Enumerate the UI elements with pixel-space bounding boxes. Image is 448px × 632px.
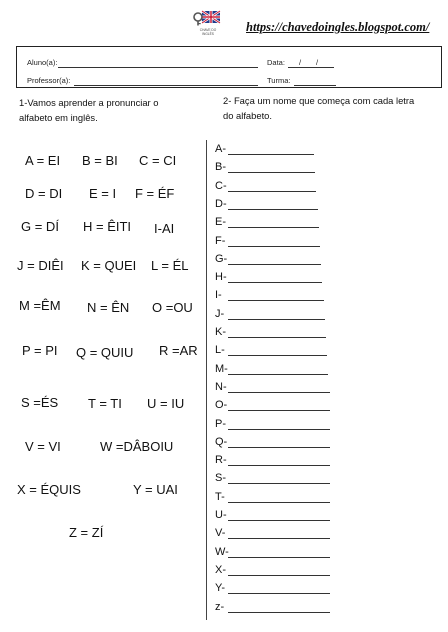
alphabet-pair: L = ÉL xyxy=(151,258,189,273)
alphabet-pair: Q = QUIU xyxy=(76,345,134,360)
alphabet-pair: M =ÊM xyxy=(19,298,61,313)
exercise-answer-line[interactable] xyxy=(228,209,318,210)
exercise-letter: H- xyxy=(215,271,227,284)
class-label: Turma: xyxy=(267,76,291,85)
exercise-answer-line[interactable] xyxy=(228,612,330,613)
instruction-pronunciation-line1: 1-Vamos aprender a pronunciar o xyxy=(19,97,159,108)
alphabet-pair: F = ÉF xyxy=(135,186,175,201)
exercise-answer-line[interactable] xyxy=(228,502,330,503)
exercise-answer-line[interactable] xyxy=(228,154,314,155)
teacher-name-line[interactable] xyxy=(74,85,258,86)
exercise-letter: B- xyxy=(215,161,226,174)
exercise-letter: C- xyxy=(215,179,227,192)
alphabet-pair: Z = ZÍ xyxy=(69,525,104,540)
exercise-letter: I- xyxy=(215,289,222,302)
alphabet-pair: X = ÉQUIS xyxy=(17,482,81,497)
alphabet-pair: B = BI xyxy=(82,153,118,168)
alphabet-pair: R =AR xyxy=(159,343,198,358)
alphabet-pair: S =ÉS xyxy=(21,395,59,410)
exercise-answer-line[interactable] xyxy=(228,191,316,192)
alphabet-pair: J = DIÊI xyxy=(17,258,64,273)
alphabet-pair: T = TI xyxy=(88,396,122,411)
exercise-letter: X- xyxy=(215,563,226,576)
exercise-answer-line[interactable] xyxy=(228,282,322,283)
alphabet-pair: P = PI xyxy=(22,343,58,358)
exercise-answer-line[interactable] xyxy=(228,172,315,173)
alphabet-pair: Y = UAI xyxy=(133,482,178,497)
exercise-letter: P- xyxy=(215,417,226,430)
blog-url-link[interactable]: https://chavedoingles.blogspot.com/ xyxy=(246,20,430,34)
alphabet-pair: I-AI xyxy=(154,221,175,236)
exercise-answer-line[interactable] xyxy=(228,227,319,228)
exercise-letter: M- xyxy=(215,362,228,375)
student-name-line[interactable] xyxy=(58,67,258,68)
exercise-answer-line[interactable] xyxy=(228,575,330,576)
exercise-answer-line[interactable] xyxy=(228,246,320,247)
instruction-pronunciation-line2: alfabeto em inglês. xyxy=(19,112,98,123)
exercise-letter: S- xyxy=(215,472,226,485)
logo-key-flag xyxy=(192,10,222,36)
alphabet-pair: A = EI xyxy=(25,153,61,168)
exercise-letter: V- xyxy=(215,527,226,540)
alphabet-pair: D = DI xyxy=(25,186,63,201)
instruction-names-line1: 2- Faça um nome que começa com cada letra xyxy=(223,95,415,106)
exercise-letter: W- xyxy=(215,545,229,558)
student-name-label: Aluno(a): xyxy=(27,58,58,67)
exercise-letter: J- xyxy=(215,307,225,320)
exercise-letter: R- xyxy=(215,454,227,467)
exercise-letter: L- xyxy=(215,344,225,357)
date-line[interactable] xyxy=(288,67,334,68)
date-separator-2: / xyxy=(316,58,319,67)
exercise-answer-line[interactable] xyxy=(228,319,325,320)
exercise-answer-line[interactable] xyxy=(228,429,330,430)
exercise-answer-line[interactable] xyxy=(228,483,330,484)
alphabet-pair: V = VI xyxy=(25,439,61,454)
teacher-name-label: Professor(a): xyxy=(27,76,71,85)
alphabet-pair: K = QUEI xyxy=(81,258,137,273)
instruction-names-line2: do alfabeto. xyxy=(223,110,272,121)
exercise-letter: A- xyxy=(215,143,226,155)
exercise-answer-line[interactable] xyxy=(228,300,324,301)
column-divider xyxy=(206,140,207,620)
exercise-letter: N- xyxy=(215,380,227,393)
exercise-answer-line[interactable] xyxy=(228,557,330,558)
exercise-answer-line[interactable] xyxy=(228,410,330,411)
exercise-letter: U- xyxy=(215,509,227,521)
exercise-letter: K- xyxy=(215,326,226,338)
exercise-letter: z- xyxy=(215,600,225,613)
alphabet-pair: G = DÍ xyxy=(21,219,59,234)
alphabet-pair: C = CI xyxy=(139,153,177,168)
exercise-answer-line[interactable] xyxy=(228,374,328,375)
date-separator-1: / xyxy=(299,58,302,67)
exercise-answer-line[interactable] xyxy=(228,337,326,338)
exercise-answer-line[interactable] xyxy=(228,355,327,356)
exercise-answer-line[interactable] xyxy=(228,392,330,393)
exercise-answer-line[interactable] xyxy=(228,465,330,466)
exercise-letter: F- xyxy=(215,234,226,247)
alphabet-pair: N = ÊN xyxy=(87,300,130,315)
date-label: Data: xyxy=(267,58,285,67)
exercise-letter: G- xyxy=(215,252,228,265)
alphabet-pair: W =DÂBOIU xyxy=(100,439,174,454)
exercise-answer-line[interactable] xyxy=(228,447,330,448)
alphabet-pair: E = I xyxy=(89,186,117,201)
exercise-letter: E- xyxy=(215,216,226,229)
instruction-names xyxy=(223,93,414,123)
alphabet-pair: H = ÊITI xyxy=(83,219,132,234)
instruction-pronunciation xyxy=(19,95,159,125)
exercise-letter: T- xyxy=(215,490,225,503)
logo-text: CHAVE DO INGLÊS xyxy=(199,28,217,36)
class-line[interactable] xyxy=(294,85,336,86)
exercise-answer-line[interactable] xyxy=(228,520,330,521)
exercise-letter: Y- xyxy=(215,582,225,595)
alphabet-pair: O =OU xyxy=(152,300,193,315)
exercise-answer-line[interactable] xyxy=(228,538,330,539)
exercise-answer-line[interactable] xyxy=(228,264,321,265)
exercise-answer-line[interactable] xyxy=(228,593,330,594)
exercise-letter: O- xyxy=(215,399,228,412)
exercise-letter: D- xyxy=(215,197,227,210)
alphabet-pair: U = IU xyxy=(147,396,185,411)
exercise-letter: Q- xyxy=(215,435,228,448)
